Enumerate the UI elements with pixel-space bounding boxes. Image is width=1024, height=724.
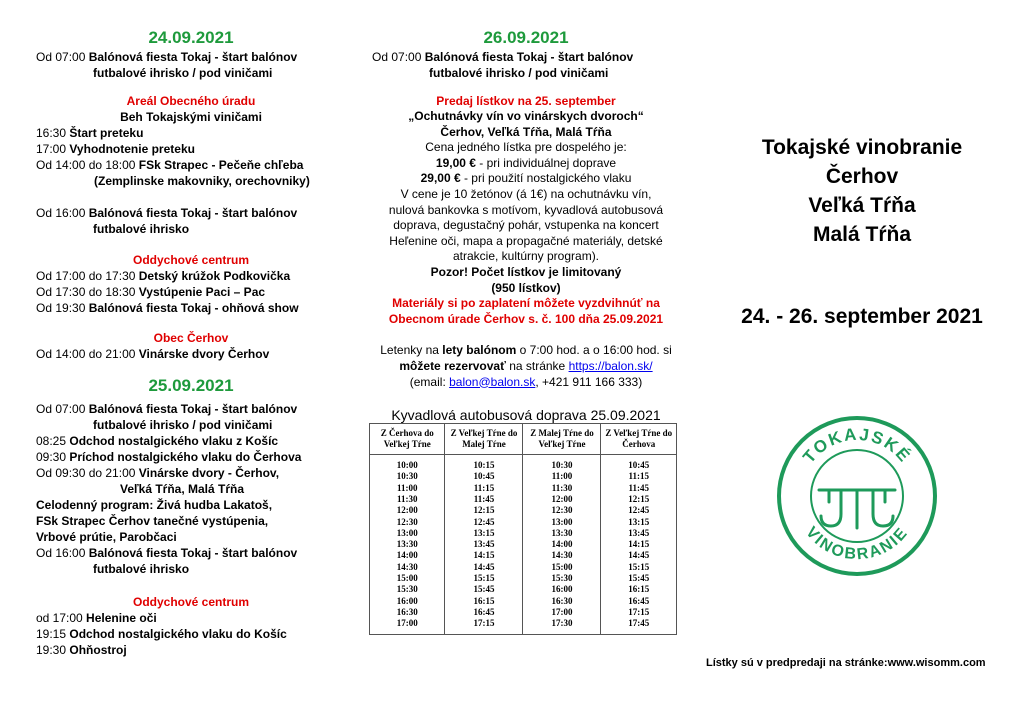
event-time: Od 16:00 [36,206,89,220]
table-cell: 10:15 [445,460,523,471]
village-name: Čerhov [825,165,899,188]
table-cell: 15:15 [601,562,677,573]
table-cell: 15:30 [523,573,601,584]
event-line [36,300,346,316]
event-time: 19:30 [36,643,70,657]
logo-text-top: TOKAJSKÉ [799,424,915,467]
table-cell: 14:15 [601,539,677,550]
village-name: Malá Tŕňa [812,223,912,246]
ticket-price-line [366,171,686,187]
event-time: 19:15 [36,627,70,641]
date-heading-25: 25.09.2021 [148,376,234,395]
event-line [36,465,346,481]
table-body [370,455,677,634]
ticket-warning: Pozor! Počet lístkov je limitovaný [430,264,622,279]
event-text: Vinárske dvory Čerhov [138,347,270,361]
balloon-text: na stránke [505,358,569,373]
table-row [370,596,677,607]
ticket-price-line [366,156,686,172]
table-cell: 17:00 [523,607,601,618]
ticket-line: doprava, degustačný pohár, vstupenka na koncert [393,218,659,233]
balloon-line [366,343,686,359]
event-text: Balónová fiesta Tokaj - štart balónov [88,206,298,220]
table-cell: 14:45 [445,562,523,573]
event-title-block [700,133,1024,249]
event-line [36,642,346,658]
table-cell: 11:30 [523,483,601,494]
event-time: od 17:00 [36,611,87,625]
table-cell: 14:00 [370,550,445,561]
event-sub: futbalové ihrisko / pod viničami [429,66,609,80]
event-text: Balónová fiesta Tokaj - ohňová show [88,301,299,315]
table-cell: 12:00 [370,505,445,516]
logo-tt-monogram [819,490,895,528]
event-title: Tokajské vinobranie [761,136,963,159]
balloon-text: lety balónom [442,343,517,358]
program-line: Vrbové prútie, Parobčaci [36,530,177,544]
column-header: Z Veľkej Tŕne do Malej Tŕne [445,424,523,455]
event-line [36,125,346,141]
event-line [36,157,346,173]
event-time: Od 17:00 do 17:30 [36,269,139,283]
ticket-line: atrakcie, kultúrny program). [452,249,600,264]
table-header-row [370,424,677,455]
table-cell: 12:00 [523,494,601,505]
event-text: Balónová fiesta Tokaj - štart balónov [88,50,298,64]
event-time: 08:25 [36,434,70,448]
price-value: 19,00 € [435,155,476,170]
column-header: Z Veľkej Tŕne do Čerhova [601,424,677,455]
section-heading: Areál Obecného úradu [126,94,256,108]
event-sub: futbalové ihrisko / pod viničami [93,66,273,80]
event-time: Od 14:00 do 21:00 [36,347,139,361]
table-cell: 12:15 [445,505,523,516]
event-text: Balónová fiesta Tokaj - štart balónov [88,546,298,560]
balon-email-link[interactable]: balon@balon.sk [449,374,536,389]
balloon-text: , +421 911 166 333) [535,374,643,389]
table-cell: 11:00 [370,483,445,494]
event-time: Od 07:00 [36,50,89,64]
event-time: Od 19:30 [36,301,89,315]
table-cell: 11:15 [601,471,677,482]
event-sub: Veľká Tŕňa, Malá Tŕňa [120,482,245,496]
table-cell: 17:00 [370,618,445,634]
table-cell: 16:30 [523,596,601,607]
pickup-line: Obecnom úrade Čerhov s. č. 100 dňa 25.09.2021 [388,311,664,326]
table-row [370,494,677,505]
event-time: 16:30 [36,126,70,140]
table-cell: 11:45 [445,494,523,505]
tokajske-vinobranie-logo [767,406,947,586]
table-cell: 11:00 [523,471,601,482]
table-cell: 11:45 [601,483,677,494]
table-cell: 16:15 [601,584,677,595]
table-cell: 17:15 [445,618,523,634]
table-cell: 12:45 [445,517,523,528]
price-text: - pri použití nostalgického vlaku [460,171,632,186]
table-cell: 10:30 [370,471,445,482]
event-sub: (Zemplinske makovniky, orechovniky) [94,174,310,188]
table-cell: 15:45 [601,573,677,584]
table-cell: 10:30 [523,460,601,471]
event-text: Štart preteku [69,126,144,140]
price-value: 29,00 € [420,171,461,186]
event-time: Od 09:30 do 21:00 [36,466,139,480]
ticket-line: V cene je 10 žetónov (á 1€) na ochutnávku vín, [400,186,652,201]
table-cell: 14:15 [445,550,523,561]
table-cell: 11:15 [445,483,523,494]
program-column-2 [366,0,686,635]
table-cell: 13:45 [445,539,523,550]
event-text: Príchod nostalgického vlaku do Čerhova [69,450,302,464]
event-line [36,449,346,465]
table-row [370,539,677,550]
table-cell: 13:15 [601,517,677,528]
ticket-sale-heading: Predaj lístkov na 25. september [436,94,616,108]
balloon-text: (email: [409,374,450,389]
balloon-text: môžete rezervovať [399,358,506,373]
table-cell: 12:15 [601,494,677,505]
table-cell: 14:45 [601,550,677,561]
bus-table-title: Kyvadlová autobusová doprava 25.09.2021 [391,407,661,424]
table-cell: 13:00 [523,517,601,528]
column-header: Z Čerhova do Veľkej Tŕne [370,424,445,455]
table-cell: 13:30 [370,539,445,550]
event-text: Vyhodnotenie preteku [69,142,195,156]
table-row [370,483,677,494]
table-cell: 17:15 [601,607,677,618]
ticket-line: Čerhov, Veľká Tŕňa, Malá Tŕňa [440,124,612,139]
bus-schedule-table [369,423,677,634]
section-heading: Oddychové centrum [132,253,250,267]
event-line [36,433,346,449]
table-row [370,584,677,595]
event-text: Helenine oči [86,611,157,625]
event-line [36,49,346,65]
event-line [366,49,686,65]
program-column-1 [36,0,346,658]
table-cell: 13:30 [523,528,601,539]
table-cell: 16:00 [370,596,445,607]
balloon-line [366,375,686,391]
event-text: Detský krúžok Podkovička [138,269,291,283]
presale-footer: Lístky sú v predpredaji na stránke:www.wisomm.com [706,657,986,669]
event-text: Odchod nostalgického vlaku z Košíc [69,434,279,448]
event-text: Vystúpenie Paci – Pac [138,285,266,299]
ticket-line: nulová bankovka s motívom, kyvadlová autobusová [388,202,664,217]
section-heading: Obec Čerhov [153,331,229,345]
ticket-count: (950 lístkov) [491,280,561,295]
event-time: 17:00 [36,142,70,156]
event-time: Od 16:00 [36,546,89,560]
pickup-line: Materiály si po zaplatení môžete vyzdvihnúť na [392,296,660,311]
table-cell: 14:30 [523,550,601,561]
cover-column [700,0,1024,669]
event-line [36,401,346,417]
event-sub: futbalové ihrisko / pod viničami [93,418,273,432]
event-line [36,205,346,221]
table-row [370,460,677,471]
balloon-line [366,359,686,375]
event-line [36,141,346,157]
table-cell: 12:30 [370,517,445,528]
table-row [370,517,677,528]
table-row [370,573,677,584]
table-cell: 15:45 [445,584,523,595]
balon-website-link[interactable]: https://balon.sk/ [568,358,653,373]
balloon-text: Letenky na [380,343,443,358]
program-line: FSk Strapec Čerhov tanečné vystúpenia, [36,514,269,528]
table-row [370,550,677,561]
price-text: - pri individuálnej doprave [475,155,617,170]
event-text: Vinárske dvory - Čerhov, [138,466,280,480]
village-name: Veľká Tŕňa [808,194,916,217]
table-cell: 10:45 [601,460,677,471]
table-cell: 12:45 [601,505,677,516]
event-line [36,610,346,626]
table-cell: 17:45 [601,618,677,634]
event-time: Od 14:00 do 18:00 [36,158,139,172]
table-cell: 13:45 [601,528,677,539]
event-sub: futbalové ihrisko [93,562,190,576]
table-cell: 13:00 [370,528,445,539]
ticket-line: Cena jedného lístka pre dospelého je: [425,140,627,155]
logo-text-bottom: VINOBRANIE [802,523,912,564]
table-cell: 16:15 [445,596,523,607]
event-line [36,545,346,561]
event-line [36,626,346,642]
event-line [36,268,346,284]
table-cell: 12:30 [523,505,601,516]
table-cell: 11:30 [370,494,445,505]
event-text: Balónová fiesta Tokaj - štart balónov [424,50,634,64]
event-time: Od 17:30 do 18:30 [36,285,139,299]
date-heading-26: 26.09.2021 [483,28,569,47]
event-text: Balónová fiesta Tokaj - štart balónov [88,402,298,416]
section-subheading: Beh Tokajskými viničami [120,110,262,124]
event-text: FSk Strapec - Pečeňe chľeba [138,158,304,172]
table-cell: 16:30 [370,607,445,618]
table-cell: 16:45 [601,596,677,607]
column-header: Z Malej Tŕne do Veľkej Tŕne [523,424,601,455]
section-heading: Oddychové centrum [132,595,250,609]
table-cell: 14:00 [523,539,601,550]
table-row [370,562,677,573]
balloon-text: o 7:00 hod. a o 16:00 hod. si [516,343,672,358]
event-sub: futbalové ihrisko [93,222,190,236]
table-row [370,471,677,482]
event-text: Odchod nostalgického vlaku do Košíc [69,627,287,641]
date-heading-24: 24.09.2021 [148,28,234,47]
event-line [36,284,346,300]
event-line [36,346,346,362]
table-cell: 16:45 [445,607,523,618]
table-row [370,618,677,634]
table-cell: 15:30 [370,584,445,595]
table-cell: 15:15 [445,573,523,584]
ticket-line: Heľenine oči, mapa a propagačné materiály, detské [389,233,663,248]
event-time: 09:30 [36,450,70,464]
table-cell: 13:15 [445,528,523,539]
event-text: Ohňostroj [69,643,127,657]
event-time: Od 07:00 [36,402,89,416]
table-row [370,607,677,618]
table-row [370,505,677,516]
table-row [370,528,677,539]
table-cell: 15:00 [370,573,445,584]
event-time: Od 07:00 [372,50,425,64]
table-cell: 17:30 [523,618,601,634]
program-line: Celodenný program: Živá hudba Lakatoš, [36,498,273,512]
table-cell: 15:00 [523,562,601,573]
ticket-line: „Ochutnávky vín vo vinárskych dvoroch“ [408,109,644,123]
table-cell: 10:45 [445,471,523,482]
table-cell: 14:30 [370,562,445,573]
table-cell: 16:00 [523,584,601,595]
table-cell: 10:00 [370,460,445,471]
event-dates: 24. - 26. september 2021 [741,305,983,328]
